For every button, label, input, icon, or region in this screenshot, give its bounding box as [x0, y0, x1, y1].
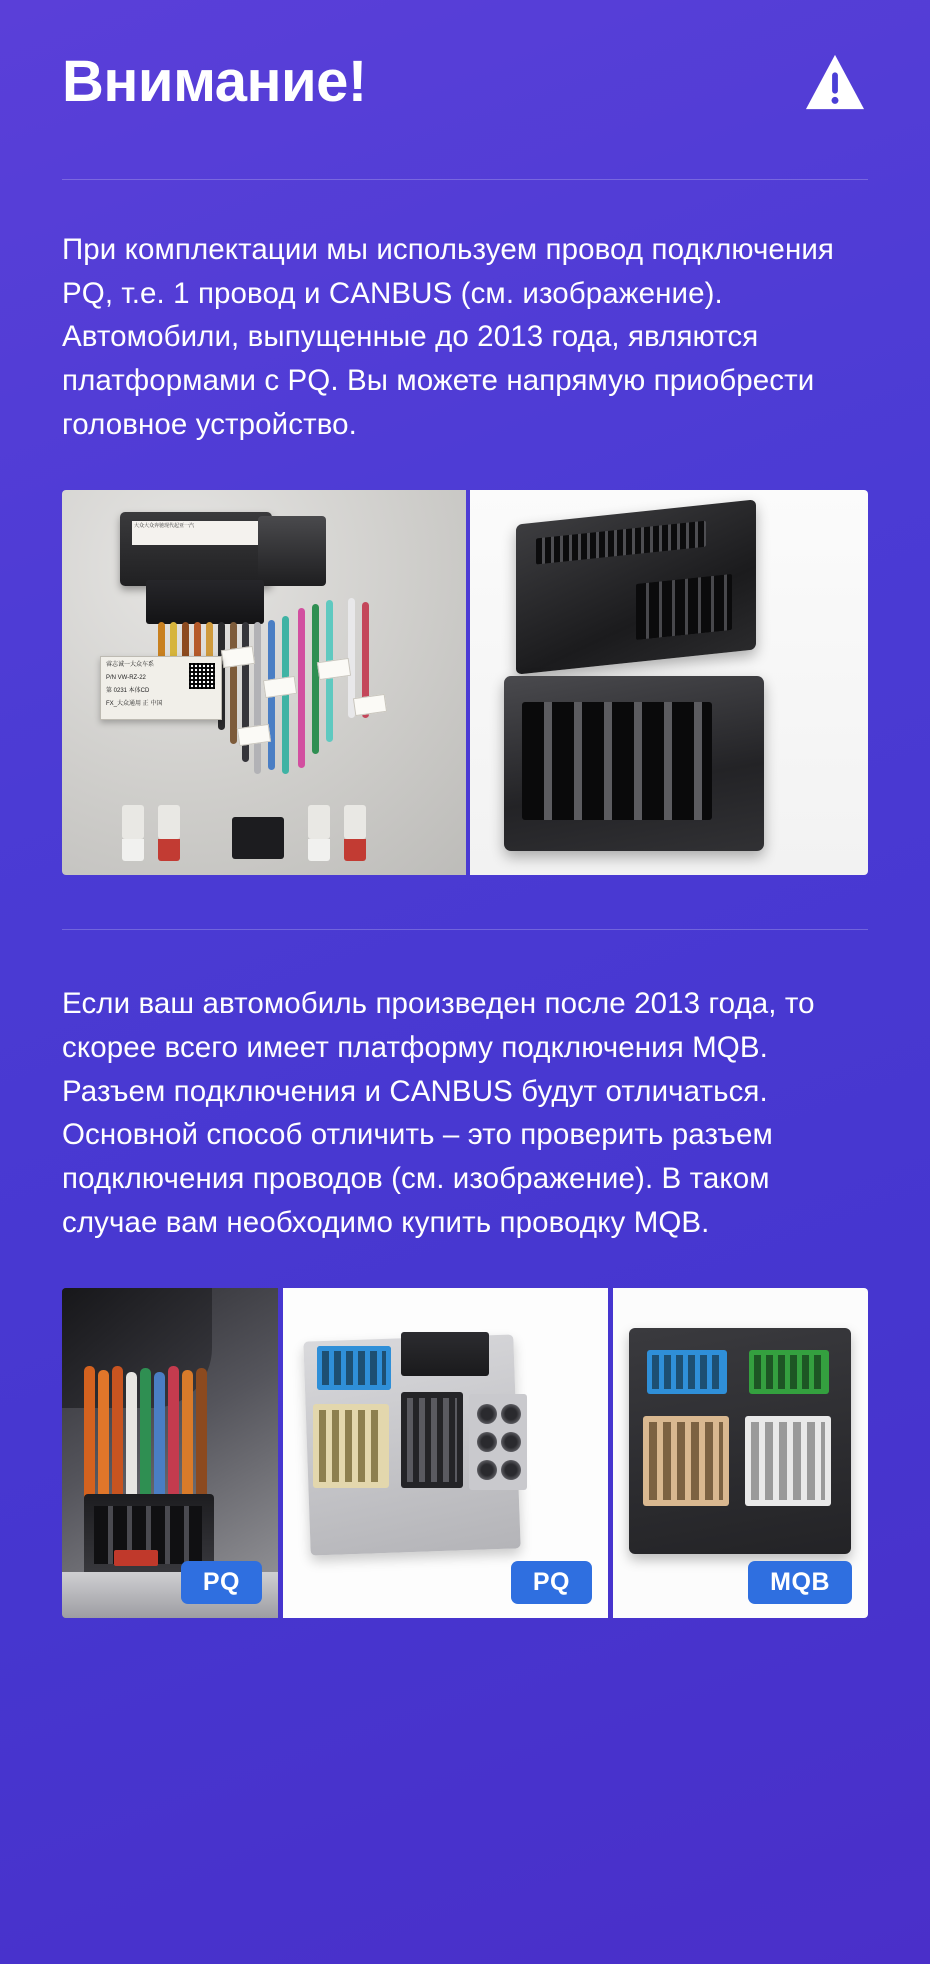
plug-red-label	[114, 1550, 158, 1566]
page-header	[0, 0, 930, 180]
pq-connector-photo	[470, 490, 868, 875]
header-divider	[62, 179, 868, 180]
connector-top-module	[401, 1332, 489, 1376]
wire-pink	[298, 608, 305, 768]
wire-tag-2	[263, 676, 297, 698]
badge-pq-2: PQ	[511, 1561, 592, 1604]
connector-round-pin-section	[469, 1394, 527, 1490]
paragraph-pq: При комплектации мы используем провод подключения PQ, т.е. 1 провод и CANBUS (см. изображение). Автомобили, выпущенные до 2013 года, являются платформами с PQ. Вы можете напрямую приобрести головное устройство.	[62, 233, 834, 441]
wire-grey	[254, 622, 261, 774]
pq-wiring-harness-photo	[62, 490, 466, 875]
rca-plug-red-2	[344, 805, 366, 861]
wire-tag-3	[317, 658, 351, 680]
car-harness-plug-photo	[62, 1288, 278, 1618]
connector-blue-section	[317, 1346, 391, 1390]
canbus-module	[100, 656, 222, 720]
wire-tag-4	[353, 694, 387, 716]
small-black-connector	[232, 817, 284, 859]
rca-plug-white-2	[308, 805, 330, 861]
module-label: 大众大众奔驰现代起亚一汽	[132, 521, 260, 545]
harness-black-module	[120, 512, 272, 586]
connector-front-view	[504, 676, 764, 851]
mqb-green-section	[749, 1350, 829, 1394]
harness-side-module	[258, 516, 326, 586]
qr-code-icon	[189, 663, 215, 689]
badge-pq-1: PQ	[181, 1561, 262, 1604]
wire-green	[312, 604, 319, 754]
connector-pin-block	[636, 574, 732, 640]
canbus-module-pn: P/N VW-RZ-22	[106, 675, 146, 682]
harness-main-connector	[146, 580, 264, 624]
wire-tag-1	[221, 646, 255, 668]
rca-plug-white	[122, 805, 144, 861]
connector-pin-grid	[536, 521, 706, 565]
connector-black-section	[401, 1392, 463, 1488]
canbus-module-note: FX_大众通用 正 中国	[106, 701, 163, 708]
connector-upper-view	[516, 500, 756, 675]
warning-triangle-icon	[804, 53, 866, 113]
photo-row-mqb	[62, 1288, 868, 1618]
connector-beige-section	[313, 1404, 389, 1488]
mqb-tan-section	[643, 1416, 729, 1506]
mqb-white-section	[745, 1416, 831, 1506]
badge-mqb: MQB	[748, 1561, 852, 1604]
mqb-blue-section	[647, 1350, 727, 1394]
wire-tan	[230, 622, 237, 744]
canbus-module-code: 第 0231 本体CD	[106, 688, 150, 695]
canbus-module-title: 睿志诚一大众车系	[106, 662, 155, 669]
wire-tag-5	[237, 724, 271, 746]
photo-row-pq	[62, 490, 868, 875]
page-title: Внимание!	[62, 49, 367, 114]
pq-connector-block-photo	[283, 1288, 608, 1618]
rca-plug-red	[158, 805, 180, 861]
paragraph-mqb: Если ваш автомобиль произведен после 2013 года, то скорее всего имеет платформу подключения MQB. Разъем подключения и CANBUS будут отличаться. Основной способ отличить – это проверить разъем подключения проводов (см. изображение). В таком случае вам необходимо купить проводку MQB.	[62, 987, 815, 1239]
mqb-connector-block-photo	[613, 1288, 868, 1618]
connector-socket-holes	[522, 702, 712, 820]
